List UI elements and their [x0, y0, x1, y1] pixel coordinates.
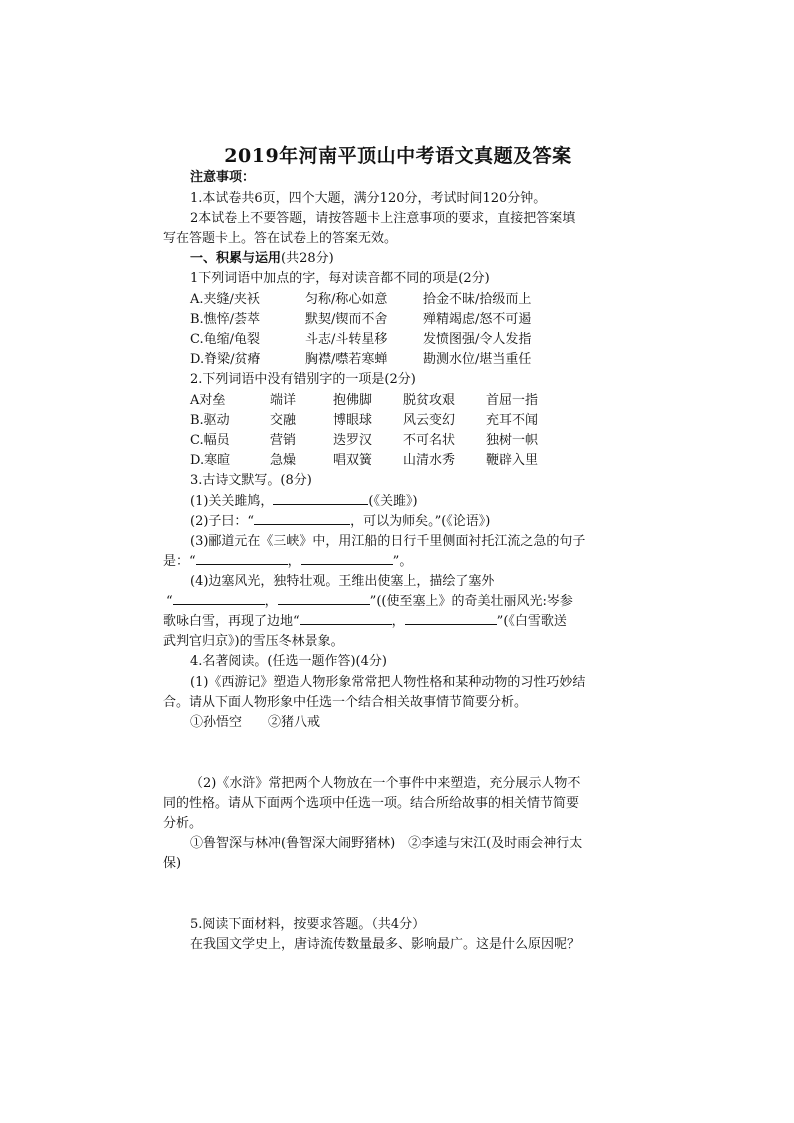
question-4-part-2-options-cont: 保) — [163, 856, 182, 871]
question-5-stem: 5.阅读下面材料，按要求答题。（共4分） — [190, 917, 426, 932]
question-4-stem: 4.名著阅读。(任选一题作答)(4分) — [190, 654, 387, 669]
question-3-stem: 3.古诗文默写。(8分) — [190, 473, 312, 488]
option-cell: 充耳不闻 — [486, 413, 539, 428]
question-3-part-4-cont2 — [163, 610, 567, 629]
option-cell: 鞭辟入里 — [486, 453, 539, 468]
option-cell: 博眼球 — [333, 413, 373, 428]
answer-blank[interactable] — [254, 512, 350, 525]
section-heading-score: (共28分) — [281, 251, 334, 266]
answer-blank[interactable] — [300, 612, 392, 625]
option-cell: A.夹缝/夹袄 — [190, 292, 260, 307]
option-cell: 迭罗汉 — [333, 433, 373, 448]
question-4-part-2: （2)《水浒》常把两个人物放在一个事件中来塑造，充分展示人物不 — [190, 776, 581, 791]
option-cell: 勘测水位/堪当重任 — [423, 352, 532, 367]
question-4-part-2-cont2: 分析。 — [163, 816, 203, 831]
answer-blank[interactable] — [273, 492, 368, 505]
option-cell: 交融 — [270, 413, 297, 428]
option-cell: B.憔悴/荟萃 — [190, 312, 261, 327]
option-cell: 急燥 — [270, 453, 297, 468]
question-4-part-1-cont: 合。请从下面人物形象中任选一个结合相关故事情节简要分析。 — [163, 695, 528, 710]
option-cell: 殚精竭虑/怒不可遏 — [423, 312, 532, 327]
notice-item-1: 1.本试卷共6页，四个大题，满分120分，考试时间120分钟。 — [190, 191, 547, 206]
question-3-part-1 — [190, 490, 418, 509]
text: ”(《白雪歌送 — [496, 614, 567, 629]
option-cell: 营销 — [270, 433, 297, 448]
text: 歌咏白雪，再现了边地“ — [163, 614, 300, 629]
option-cell: 山清水秀 — [403, 453, 456, 468]
answer-blank[interactable] — [173, 592, 265, 605]
option-cell: 匀称/称心如意 — [305, 292, 388, 307]
option-cell: 抱佛脚 — [333, 393, 373, 408]
option-cell: 端详 — [270, 393, 297, 408]
answer-blank[interactable] — [278, 592, 370, 605]
text: ， — [264, 594, 278, 609]
section-heading — [190, 247, 334, 266]
option-cell: A对垒 — [190, 393, 226, 408]
section-heading-label: 一、积累与运用 — [190, 251, 282, 266]
option-cell: 发愤图强/令人发指 — [423, 332, 532, 347]
question-2-stem: 2.下列词语中没有错别字的一项是(2分) — [190, 372, 416, 387]
question-5-material: 在我国文学史上，唐诗流传数量最多、影响最广。这是什么原因呢？ — [190, 937, 581, 952]
option-cell: C.幅员 — [190, 433, 230, 448]
option-cell: 脱贫攻艰 — [403, 393, 456, 408]
text: ”。 — [392, 554, 413, 569]
option-cell: 唱双簧 — [333, 453, 373, 468]
option-cell: 默契/锲而不舍 — [305, 312, 388, 327]
question-3-part-3-cont — [163, 550, 412, 569]
page-title: 2019年河南平顶山中考语文真题及答案 — [224, 145, 572, 167]
text: ”((使至塞上》的奇美壮丽风光:岑参 — [369, 594, 573, 609]
notice-item-2-cont: 写在答题卡上。答在试卷上的答案无效。 — [163, 231, 398, 246]
question-1-stem: 1下列词语中加点的字，每对读音都不同的项是(2分) — [190, 271, 490, 286]
option-cell: D.寒暄 — [190, 453, 231, 468]
option-cell: C.龟缩/龟裂 — [190, 332, 260, 347]
question-3-part-2 — [190, 510, 490, 529]
answer-blank[interactable] — [196, 552, 288, 565]
option-cell: 独树一帜 — [486, 433, 539, 448]
question-4-part-2-options: ①鲁智深与林冲(鲁智深大闹野猪林) ②李逵与宋江(及时雨会神行太 — [190, 836, 583, 851]
option-cell: D.脊梁/贫瘠 — [190, 352, 261, 367]
text: ， — [287, 554, 301, 569]
text: “ — [166, 594, 173, 609]
option-cell: 不可名状 — [403, 433, 456, 448]
question-3-part-3: (3)郦道元在《三峡》中，用江船的日行千里侧面衬托江流之急的句子 — [190, 534, 586, 549]
text: (1)关关雎鸠， — [190, 494, 274, 509]
question-3-part-4-cont — [166, 590, 573, 609]
question-3-part-4-cont3: 武判官归京》)的雪压冬林景象。 — [163, 634, 344, 649]
text: ， — [391, 614, 405, 629]
option-cell: 斗志/斗转星移 — [305, 332, 388, 347]
option-cell: 首屈一指 — [486, 393, 539, 408]
text: (2)子曰：“ — [190, 514, 255, 529]
question-4-part-2-cont: 同的性格。请从下面两个选项中任选一项。结合所给故事的相关情节简要 — [163, 796, 580, 811]
option-cell: B.驱动 — [190, 413, 230, 428]
question-3-part-4: (4)边塞风光，独特壮观。王维出使塞上，描绘了塞外 — [190, 574, 495, 589]
text: 是：“ — [163, 554, 196, 569]
answer-blank[interactable] — [301, 552, 393, 565]
text: ，可以为师矣。”(《论语》) — [350, 514, 491, 529]
question-4-part-1: (1)《西游记》塑造人物形象常常把人物性格和某种动物的习性巧妙结 — [190, 675, 586, 690]
notice-heading: 注意事项： — [190, 170, 256, 185]
option-cell: 胸襟/噤若寒蝉 — [305, 352, 388, 367]
text: (《关雎》) — [368, 494, 418, 509]
option-cell: 拾金不昧/拾级而上 — [423, 292, 532, 307]
notice-item-2: 2本试卷上不要答题，请按答题卡上注意事项的要求，直接把答案填 — [190, 211, 576, 226]
question-4-part-1-options: ①孙悟空 ②猪八戒 — [190, 715, 321, 730]
option-cell: 风云变幻 — [403, 413, 456, 428]
answer-blank[interactable] — [405, 612, 497, 625]
